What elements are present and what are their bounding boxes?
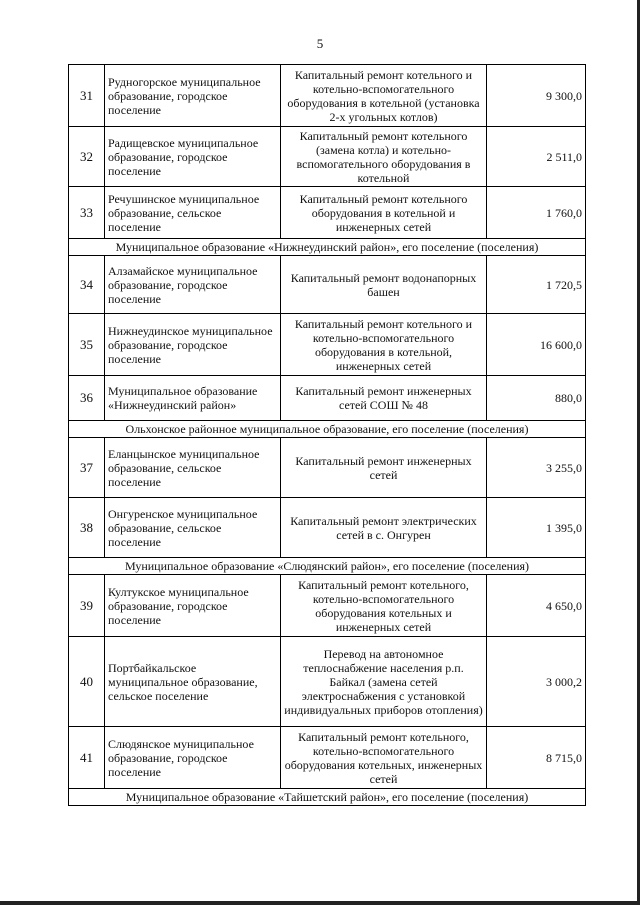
table-body [69, 65, 586, 806]
row-number: 38 [69, 498, 105, 558]
work-description: Капитальный ремонт водонапорных башен [281, 256, 487, 314]
funding-amount: 4 650,0 [487, 575, 586, 637]
municipality-name: Радищевское муниципальное образование, городское поселение [105, 127, 281, 187]
table-row [69, 498, 586, 558]
municipality-name: Нижнеудинское муниципальное образование, городское поселение [105, 314, 281, 376]
municipality-name: Слюдянское муниципальное образование, городское поселение [105, 727, 281, 789]
funding-amount: 1 720,5 [487, 256, 586, 314]
work-description: Капитальный ремонт инженерных сетей [281, 438, 487, 498]
municipality-name: Муниципальное образование «Нижнеудинский район» [105, 376, 281, 421]
work-description: Капитальный ремонт электрических сетей в с. Онгурен [281, 498, 487, 558]
funding-amount: 3 255,0 [487, 438, 586, 498]
funding-amount: 1 760,0 [487, 187, 586, 239]
funding-amount: 8 715,0 [487, 727, 586, 789]
work-description: Капитальный ремонт котельного оборудования в котельной и инженерных сетей [281, 187, 487, 239]
row-number: 32 [69, 127, 105, 187]
row-number: 35 [69, 314, 105, 376]
funding-amount: 2 511,0 [487, 127, 586, 187]
row-number: 40 [69, 637, 105, 727]
work-description: Капитальный ремонт котельного, котельно-вспомогательного оборудования котельных и инженерных сетей [281, 575, 487, 637]
row-number: 31 [69, 65, 105, 127]
municipality-name: Рудногорское муниципальное образование, городское поселение [105, 65, 281, 127]
table-row [69, 637, 586, 727]
section-title: Муниципальное образование «Нижнеудинский район», его поселение (поселения) [69, 239, 586, 256]
row-number: 37 [69, 438, 105, 498]
row-number: 34 [69, 256, 105, 314]
funding-amount: 16 600,0 [487, 314, 586, 376]
municipality-name: Онгуренское муниципальное образование, сельское поселение [105, 498, 281, 558]
table-row [69, 127, 586, 187]
funding-amount: 3 000,2 [487, 637, 586, 727]
funding-amount: 1 395,0 [487, 498, 586, 558]
section-header-row [69, 558, 586, 575]
table-row [69, 575, 586, 637]
work-description: Капитальный ремонт котельного и котельно-вспомогательного оборудования в котельной (установка 2-х угольных котлов) [281, 65, 487, 127]
municipality-name: Алзамайское муниципальное образование, городское поселение [105, 256, 281, 314]
row-number: 36 [69, 376, 105, 421]
table-row [69, 256, 586, 314]
table-row [69, 187, 586, 239]
table-row [69, 438, 586, 498]
row-number: 39 [69, 575, 105, 637]
row-number: 33 [69, 187, 105, 239]
work-description: Капитальный ремонт котельного (замена котла) и котельно-вспомогательного оборудования в котельной [281, 127, 487, 187]
table-row [69, 314, 586, 376]
row-number: 41 [69, 727, 105, 789]
municipality-name: Речушинское муниципальное образование, сельское поселение [105, 187, 281, 239]
work-description: Капитальный ремонт котельного, котельно-вспомогательного оборудования котельных, инженерных сетей [281, 727, 487, 789]
table-row [69, 727, 586, 789]
work-description: Капитальный ремонт инженерных сетей СОШ № 48 [281, 376, 487, 421]
municipality-name: Култукское муниципальное образование, городское поселение [105, 575, 281, 637]
work-description: Перевод на автономное теплоснабжение населения р.п. Байкал (замена сетей электроснабжения с установкой индивидуальных приборов отопления) [281, 637, 487, 727]
work-description: Капитальный ремонт котельного и котельно-вспомогательного оборудования в котельной, инженерных сетей [281, 314, 487, 376]
section-title: Муниципальное образование «Тайшетский район», его поселение (поселения) [69, 789, 586, 806]
table-row [69, 376, 586, 421]
section-header-row [69, 239, 586, 256]
section-title: Ольхонское районное муниципальное образование, его поселение (поселения) [69, 421, 586, 438]
funding-amount: 9 300,0 [487, 65, 586, 127]
municipality-name: Портбайкальское муниципальное образование, сельское поселение [105, 637, 281, 727]
table-row [69, 65, 586, 127]
municipality-name: Еланцынское муниципальное образование, сельское поселение [105, 438, 281, 498]
section-title: Муниципальное образование «Слюдянский район», его поселение (поселения) [69, 558, 586, 575]
section-header-row [69, 789, 586, 806]
page-number: 5 [316, 36, 324, 51]
page-edge-bottom [0, 901, 640, 905]
subsidy-table [68, 64, 586, 806]
section-header-row [69, 421, 586, 438]
funding-amount: 880,0 [487, 376, 586, 421]
